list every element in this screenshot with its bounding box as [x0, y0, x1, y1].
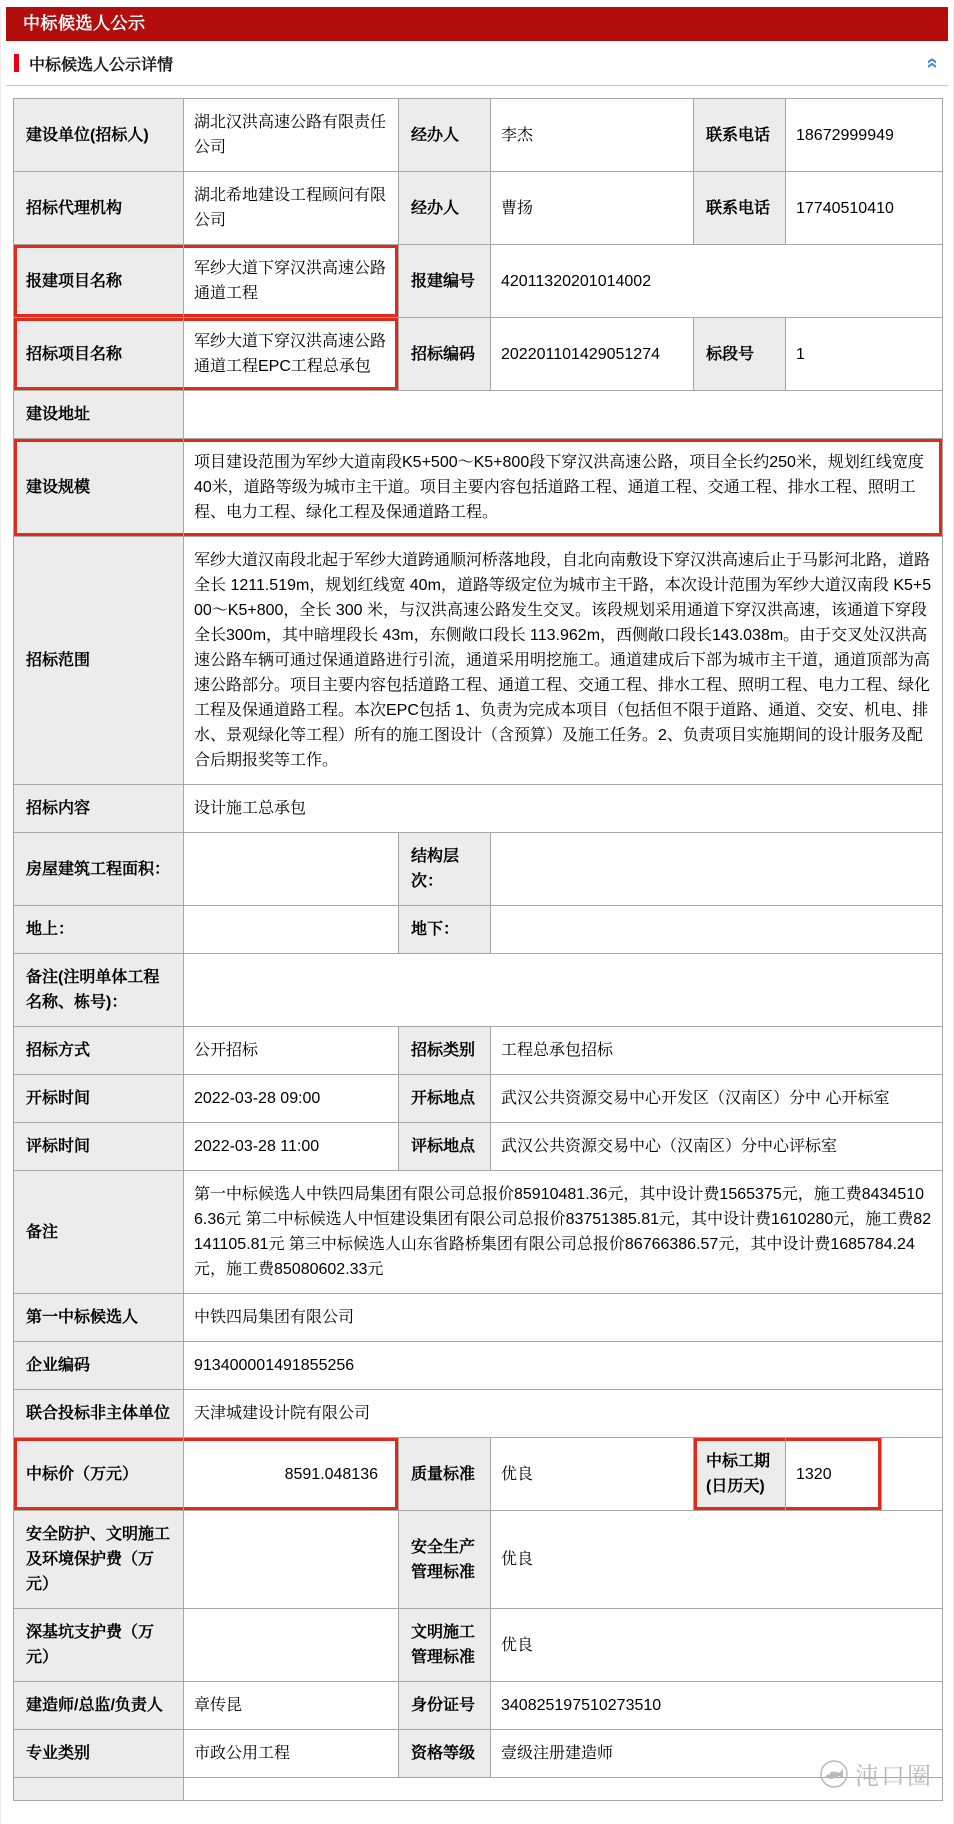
field-value [184, 391, 943, 439]
detail-table [13, 98, 943, 1801]
field-label: 评标地点 [399, 1123, 491, 1171]
field-value: 军纱大道下穿汉洪高速公路通道工程 [184, 245, 399, 318]
field-value: 市政公用工程 [184, 1730, 399, 1778]
field-value [184, 1778, 943, 1801]
table-row [14, 1609, 943, 1682]
field-label: 企业编码 [14, 1342, 184, 1390]
field-label: 招标编码 [399, 318, 491, 391]
chevron-double-up-icon[interactable]: « [921, 57, 944, 69]
table-row [14, 1027, 943, 1075]
field-label: 专业类别 [14, 1730, 184, 1778]
field-label: 结构层次： [399, 833, 491, 906]
field-label: 质量标准 [399, 1438, 491, 1511]
field-label: 地下： [399, 906, 491, 954]
field-label: 建设单位(招标人) [14, 99, 184, 172]
field-label: 报建项目名称 [14, 245, 184, 318]
field-value: 工程总承包招标 [491, 1027, 943, 1075]
field-value [184, 1511, 399, 1609]
field-label: 文明施工管理标准 [399, 1609, 491, 1682]
field-value: 202201101429051274 [491, 318, 694, 391]
table-row [14, 1075, 943, 1123]
table-row [14, 1390, 943, 1438]
field-label: 建造师/总监/负责人 [14, 1682, 184, 1730]
field-label: 招标类别 [399, 1027, 491, 1075]
field-value [184, 954, 943, 1027]
field-value: 军纱大道汉南段北起于军纱大道跨通顺河桥落地段，自北向南敷设下穿汉洪高速后止于马影河北路，道路全长 1211.519m，规划红线宽 40m，道路等级定位为城市主干路，本次设计范围为军纱大道汉南段 K5+500～K5+800，全长 300 米，与汉洪高速公路发生交叉。该段规划采用通道下穿汉洪高速，该通道下穿段全长300m，其中暗埋段长 43m，东侧敞口段长 113.962m，西侧敞口段长143.038m。由于交叉处汉洪高速公路车辆可通过保通道路进行引流，通道采用明挖施工。通道建成后下部为城市主干道，通道顶部为高速公路部分。项目主要内容包括道路工程、通道工程、交通工程、排水工程、照明工程、电力工程、绿化工程及保通道路工程。本次EPC包括 1、负责为完成本项目（包括但不限于道路、通道、交安、机电、排水、景观绿化等工程）所有的施工图设计（含预算）及施工任务。2、负责项目实施期间的设计服务及配合后期报奖等工作。 [184, 537, 943, 785]
page-title: 中标候选人公示 [23, 14, 146, 33]
field-value: 913400001491855256 [184, 1342, 943, 1390]
field-value: 军纱大道下穿汉洪高速公路通道工程EPC工程总承包 [184, 318, 399, 391]
field-value: 优良 [491, 1609, 943, 1682]
red-accent-bar [14, 54, 19, 72]
field-value: 公开招标 [184, 1027, 399, 1075]
field-value [491, 833, 943, 906]
watermark-text: 沌口圈 [855, 1763, 933, 1790]
field-value: 壹级注册建造师 [491, 1730, 943, 1778]
field-value: 340825197510273510 [491, 1682, 943, 1730]
field-value [184, 1609, 399, 1682]
field-label: 联合投标非主体单位 [14, 1390, 184, 1438]
field-value: 曹扬 [491, 172, 694, 245]
field-label: 招标内容 [14, 785, 184, 833]
field-value [184, 906, 399, 954]
table-row [14, 833, 943, 906]
field-label: 开标时间 [14, 1075, 184, 1123]
table-row [14, 1682, 943, 1730]
field-value [882, 1438, 943, 1511]
field-value: 中铁四局集团有限公司 [184, 1294, 943, 1342]
section-header [6, 41, 948, 86]
table-row [14, 1778, 943, 1801]
table-row [14, 245, 943, 318]
field-value: 第一中标候选人中铁四局集团有限公司总报价85910481.36元，其中设计费1565375元，施工费84345106.36元 第二中标候选人中恒建设集团有限公司总报价83751385.81元，其中设计费1610280元，施工费82141105.81元 第三中标候选人山东省路桥集团有限公司总报价86766386.57元，其中设计费1685784.24元，施工费85080602.33元 [184, 1171, 943, 1294]
field-label: 建设地址 [14, 391, 184, 439]
field-label: 中标价（万元） [14, 1438, 184, 1511]
table-row [14, 1511, 943, 1609]
section-title: 中标候选人公示详情 [29, 56, 174, 74]
field-label [14, 1778, 184, 1801]
table-row [14, 1730, 943, 1778]
field-label: 备注 [14, 1171, 184, 1294]
field-label: 安全防护、文明施工及环境保护费（万元） [14, 1511, 184, 1609]
field-label: 招标项目名称 [14, 318, 184, 391]
field-value: 项目建设范围为军纱大道南段K5+500～K5+800段下穿汉洪高速公路，项目全长约250米，规划红线宽度40米，道路等级为城市主干道。项目主要内容包括道路工程、通道工程、交通工程、排水工程、照明工程、电力工程、绿化工程及保通道路工程。 [184, 439, 943, 537]
field-value: 湖北汉洪高速公路有限责任公司 [184, 99, 399, 172]
detail-table-body [14, 99, 943, 1801]
field-value: 武汉公共资源交易中心（汉南区）分中心评标室 [491, 1123, 943, 1171]
field-label: 备注(注明单体工程名称、栋号)： [14, 954, 184, 1027]
field-label: 招标范围 [14, 537, 184, 785]
field-value: 章传昆 [184, 1682, 399, 1730]
field-label: 第一中标候选人 [14, 1294, 184, 1342]
table-row [14, 537, 943, 785]
field-label: 招标方式 [14, 1027, 184, 1075]
table-row [14, 391, 943, 439]
field-label: 开标地点 [399, 1075, 491, 1123]
field-label: 建设规模 [14, 439, 184, 537]
field-label: 身份证号 [399, 1682, 491, 1730]
field-label: 联系电话 [694, 99, 786, 172]
field-value: 武汉公共资源交易中心开发区（汉南区）分中 心开标室 [491, 1075, 943, 1123]
field-value: 2022-03-28 09:00 [184, 1075, 399, 1123]
field-label: 经办人 [399, 172, 491, 245]
field-label: 深基坑支护费（万元） [14, 1609, 184, 1682]
page-container [0, 7, 954, 1824]
field-label: 地上： [14, 906, 184, 954]
field-label: 报建编号 [399, 245, 491, 318]
table-row [14, 906, 943, 954]
field-label: 安全生产管理标准 [399, 1511, 491, 1609]
table-row [14, 1171, 943, 1294]
table-row [14, 785, 943, 833]
field-value: 天津城建设计院有限公司 [184, 1390, 943, 1438]
title-bar [6, 7, 948, 41]
field-value: 李杰 [491, 99, 694, 172]
field-value: 8591.048136 [184, 1438, 399, 1511]
field-label: 资格等级 [399, 1730, 491, 1778]
table-row [14, 1294, 943, 1342]
table-row [14, 1342, 943, 1390]
field-value: 17740510410 [786, 172, 943, 245]
table-row [14, 172, 943, 245]
field-label: 房屋建筑工程面积： [14, 833, 184, 906]
field-value: 1 [786, 318, 943, 391]
field-value: 2022-03-28 11:00 [184, 1123, 399, 1171]
field-value: 1320 [786, 1438, 882, 1511]
table-row [14, 1438, 943, 1511]
field-label: 标段号 [694, 318, 786, 391]
field-label: 经办人 [399, 99, 491, 172]
field-label: 中标工期(日历天) [694, 1438, 786, 1511]
field-label: 评标时间 [14, 1123, 184, 1171]
field-value: 优良 [491, 1438, 694, 1511]
field-value: 18672999949 [786, 99, 943, 172]
field-value: 设计施工总承包 [184, 785, 943, 833]
table-row [14, 954, 943, 1027]
table-row [14, 99, 943, 172]
field-value: 湖北希地建设工程顾问有限公司 [184, 172, 399, 245]
field-label: 招标代理机构 [14, 172, 184, 245]
field-value [184, 833, 399, 906]
table-row [14, 318, 943, 391]
field-value [491, 906, 943, 954]
field-label: 联系电话 [694, 172, 786, 245]
table-row [14, 1123, 943, 1171]
table-row [14, 439, 943, 537]
field-value: 42011320201014002 [491, 245, 943, 318]
field-value: 优良 [491, 1511, 943, 1609]
